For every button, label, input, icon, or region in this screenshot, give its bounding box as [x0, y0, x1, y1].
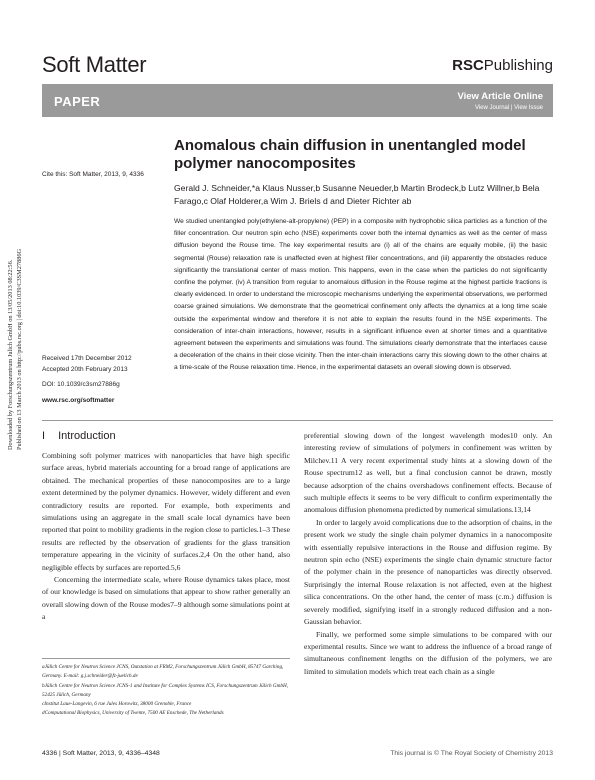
abstract: We studied unentangled poly(ethylene-alt-propylene) (PEP) in a composite with hydrophobic silica particles as a function of the filler concentration. Our neutron spin echo (NSE) experiments cover both the internal dynamics as well as the center of mass diffusion beyond the Rouse time. The key experimental results are (i) all of the chains are equally mobile, (ii) the basic segmental (Rouse) relaxation rate is unaffected even at highest filler concentrations, and (iii) apparently the obstacles reduce significantly the translational center of mass motion. This happens, even in the case when the particles do not significantly confine the polymer. (iv) A transition from regular to anomalous diffusion in the Rouse regime at the highest particle fractions is clearly evidenced. In order to understand the microscopic mechanisms underlying the experimental observations, we performed coarse grained simulations. We demonstrate that the geometrical confinement only affects the dynamics at a long time scale outside the experimental window and therefore it is not able to explain the results found in the NSE experiments. The consideration of inter-chain interactions, however, results in a significant influence even at shorter times and a quantitative agreement between the experiments and simulations was found. The simulations clearly demonstrate that the interfaces cause a deceleration of the chains in their close vicinity. Then the inter-chain interactions carry this slowing down to the other chains at a time-scale of the Rouse relaxation time. Hence, in the experimental datasets an overall slowing down is observed. [174, 218, 547, 372]
journal-url[interactable]: www.rsc.org/softmatter [42, 397, 115, 404]
publisher-logo-bold: RSC [452, 57, 484, 74]
journal-title: Soft Matter [42, 52, 147, 77]
accepted-date: Accepted 20th February 2013 [42, 366, 128, 373]
article-history [42, 353, 132, 375]
body-paragraph: preferential slowing down of the longest wavelength modes10 only. An interesting review of simulations of polymers in confinement was written by Milchev.11 A very recent experimental study hints at a slowing down of the Rouse spectrum12 as well, but a final conclusion cannot be drawn, mostly because adsorption of the chains overshadows confinement effects. Because of such multiple effects it seems to be very difficult to confirm experimentally the anomalous diffusion phenomena predicted by numerical simulations.13,14 [304, 431, 552, 515]
body-paragraph: Combining soft polymer matrices with nanoparticles that have high specific surface areas, hybrid materials accounting for a broad range of applications are obtained. The mechanical properties of these nanocomposites are to a large extent determined by the polymer dynamics. However, widely different and even contradictory results are reported. For example, both experiments and simulations using an aggregate in the small scale local dynamics have been reported that point to mobility gradients in the region close to particles.1–3 These results are reflected by the observation of gradients for the glass transition temperature appearing in the vicinity of surfaces.2,4 On the other hand, also negligible effects by surfaces are reported.5,6 [42, 451, 290, 572]
download-notice [6, 190, 24, 450]
article-title: Anomalous chain diffusion in unentangled model polymer nanocomposites [174, 137, 526, 172]
article-type-banner [42, 84, 553, 117]
doi[interactable]: DOI: 10.1039/c3sm27886g [42, 381, 120, 388]
footnote-b: bJülich Centre for Neutron Science JCNS-1 and Institute for Complex Systems ICS, Forschungszentrum Jülich GmbH, 52425 Jülich, Germany [42, 682, 288, 698]
affiliation-footnotes [42, 658, 290, 719]
section-heading [42, 430, 116, 442]
body-column-right [304, 430, 552, 678]
body-column-left [42, 450, 290, 624]
footnote-a: aJülich Centre for Neutron Science JCNS, Outstation at FRM2, Forschungszentrum Jülich GmbH, 85747 Garching, Germany. E-mail: g.j.schneider@fz-juelich.de [42, 664, 284, 680]
publisher-logo-rest: Publishing [483, 57, 553, 74]
article-type-label: PAPER [54, 94, 101, 109]
body-paragraph: Concerning the intermediate scale, where Rouse dynamics takes place, most of our knowledge is based on simulations that appear to show rather generally an overall slowing down of the Rouse modes7–9 although some simulations point at a [42, 575, 290, 622]
cite-this: Cite this: Soft Matter, 2013, 9, 4336 [42, 171, 144, 178]
body-paragraph: In order to largely avoid complications due to the adsorption of chains, in the present work we study the single chain polymer dynamics in a nanocomposite with essentially repulsive interactions in the Rouse and diffusion regime. By neutron spin echo (NSE) experiments the single chain dynamic structure factor of the polymer chain in the presence of nanoparticles was directly observed. Surprisingly the internal Rouse relaxation is not affected, even at the highest silica concentrations. On the other hand, the center of mass (c.m.) diffusion is severely modified, signifying itself in a strongly reduced diffusion and a non-Gaussian behavior. [304, 517, 552, 627]
page-footer-citation: 4336 | Soft Matter, 2013, 9, 4336–4348 [42, 750, 160, 757]
download-notice-line2: Published on 13 March 2013 on http://pubs.rsc.org | doi:10.1039/C3SM27886G [16, 248, 23, 450]
section-number: I [42, 430, 46, 442]
view-article-online-link[interactable]: View Article Online [457, 91, 543, 102]
view-journal-issue-links[interactable]: View Journal | View Issue [474, 105, 543, 111]
author-list: Gerald J. Schneider,*a Klaus Nusser,b Susanne Neueder,b Martin Brodeck,b Lutz Willner,b Bela Farago,c Olaf Holderer,a Wim J. Briels d and Dieter Richter ab [174, 183, 540, 206]
page-footer-copyright: This journal is © The Royal Society of Chemistry 2013 [390, 750, 553, 757]
section-title: Introduction [58, 430, 116, 442]
body-paragraph: Finally, we performed some simple simulations to be compared with our experimental results. Since we want to address the influence of a broad range of simultaneous confinement lengths on the diffusion of the polymers, we are limited to simulation models which treat each chain as a single [304, 629, 552, 676]
footnote-d: dComputational Biophysics, University of Twente, 7500 AE Enschede, The Netherlands [42, 710, 224, 717]
publisher-logo [452, 57, 553, 74]
footnote-c: cInstitut Laue-Langevin, 6 rue Jules Horowitz, 38000 Grenoble, France [42, 701, 192, 708]
download-notice-line1: Downloaded by Forschungszentrum Julich GmbH on 13/05/2013 08:22:56. [7, 259, 14, 450]
section-divider [42, 420, 553, 421]
received-date: Received 17th December 2012 [42, 355, 132, 362]
